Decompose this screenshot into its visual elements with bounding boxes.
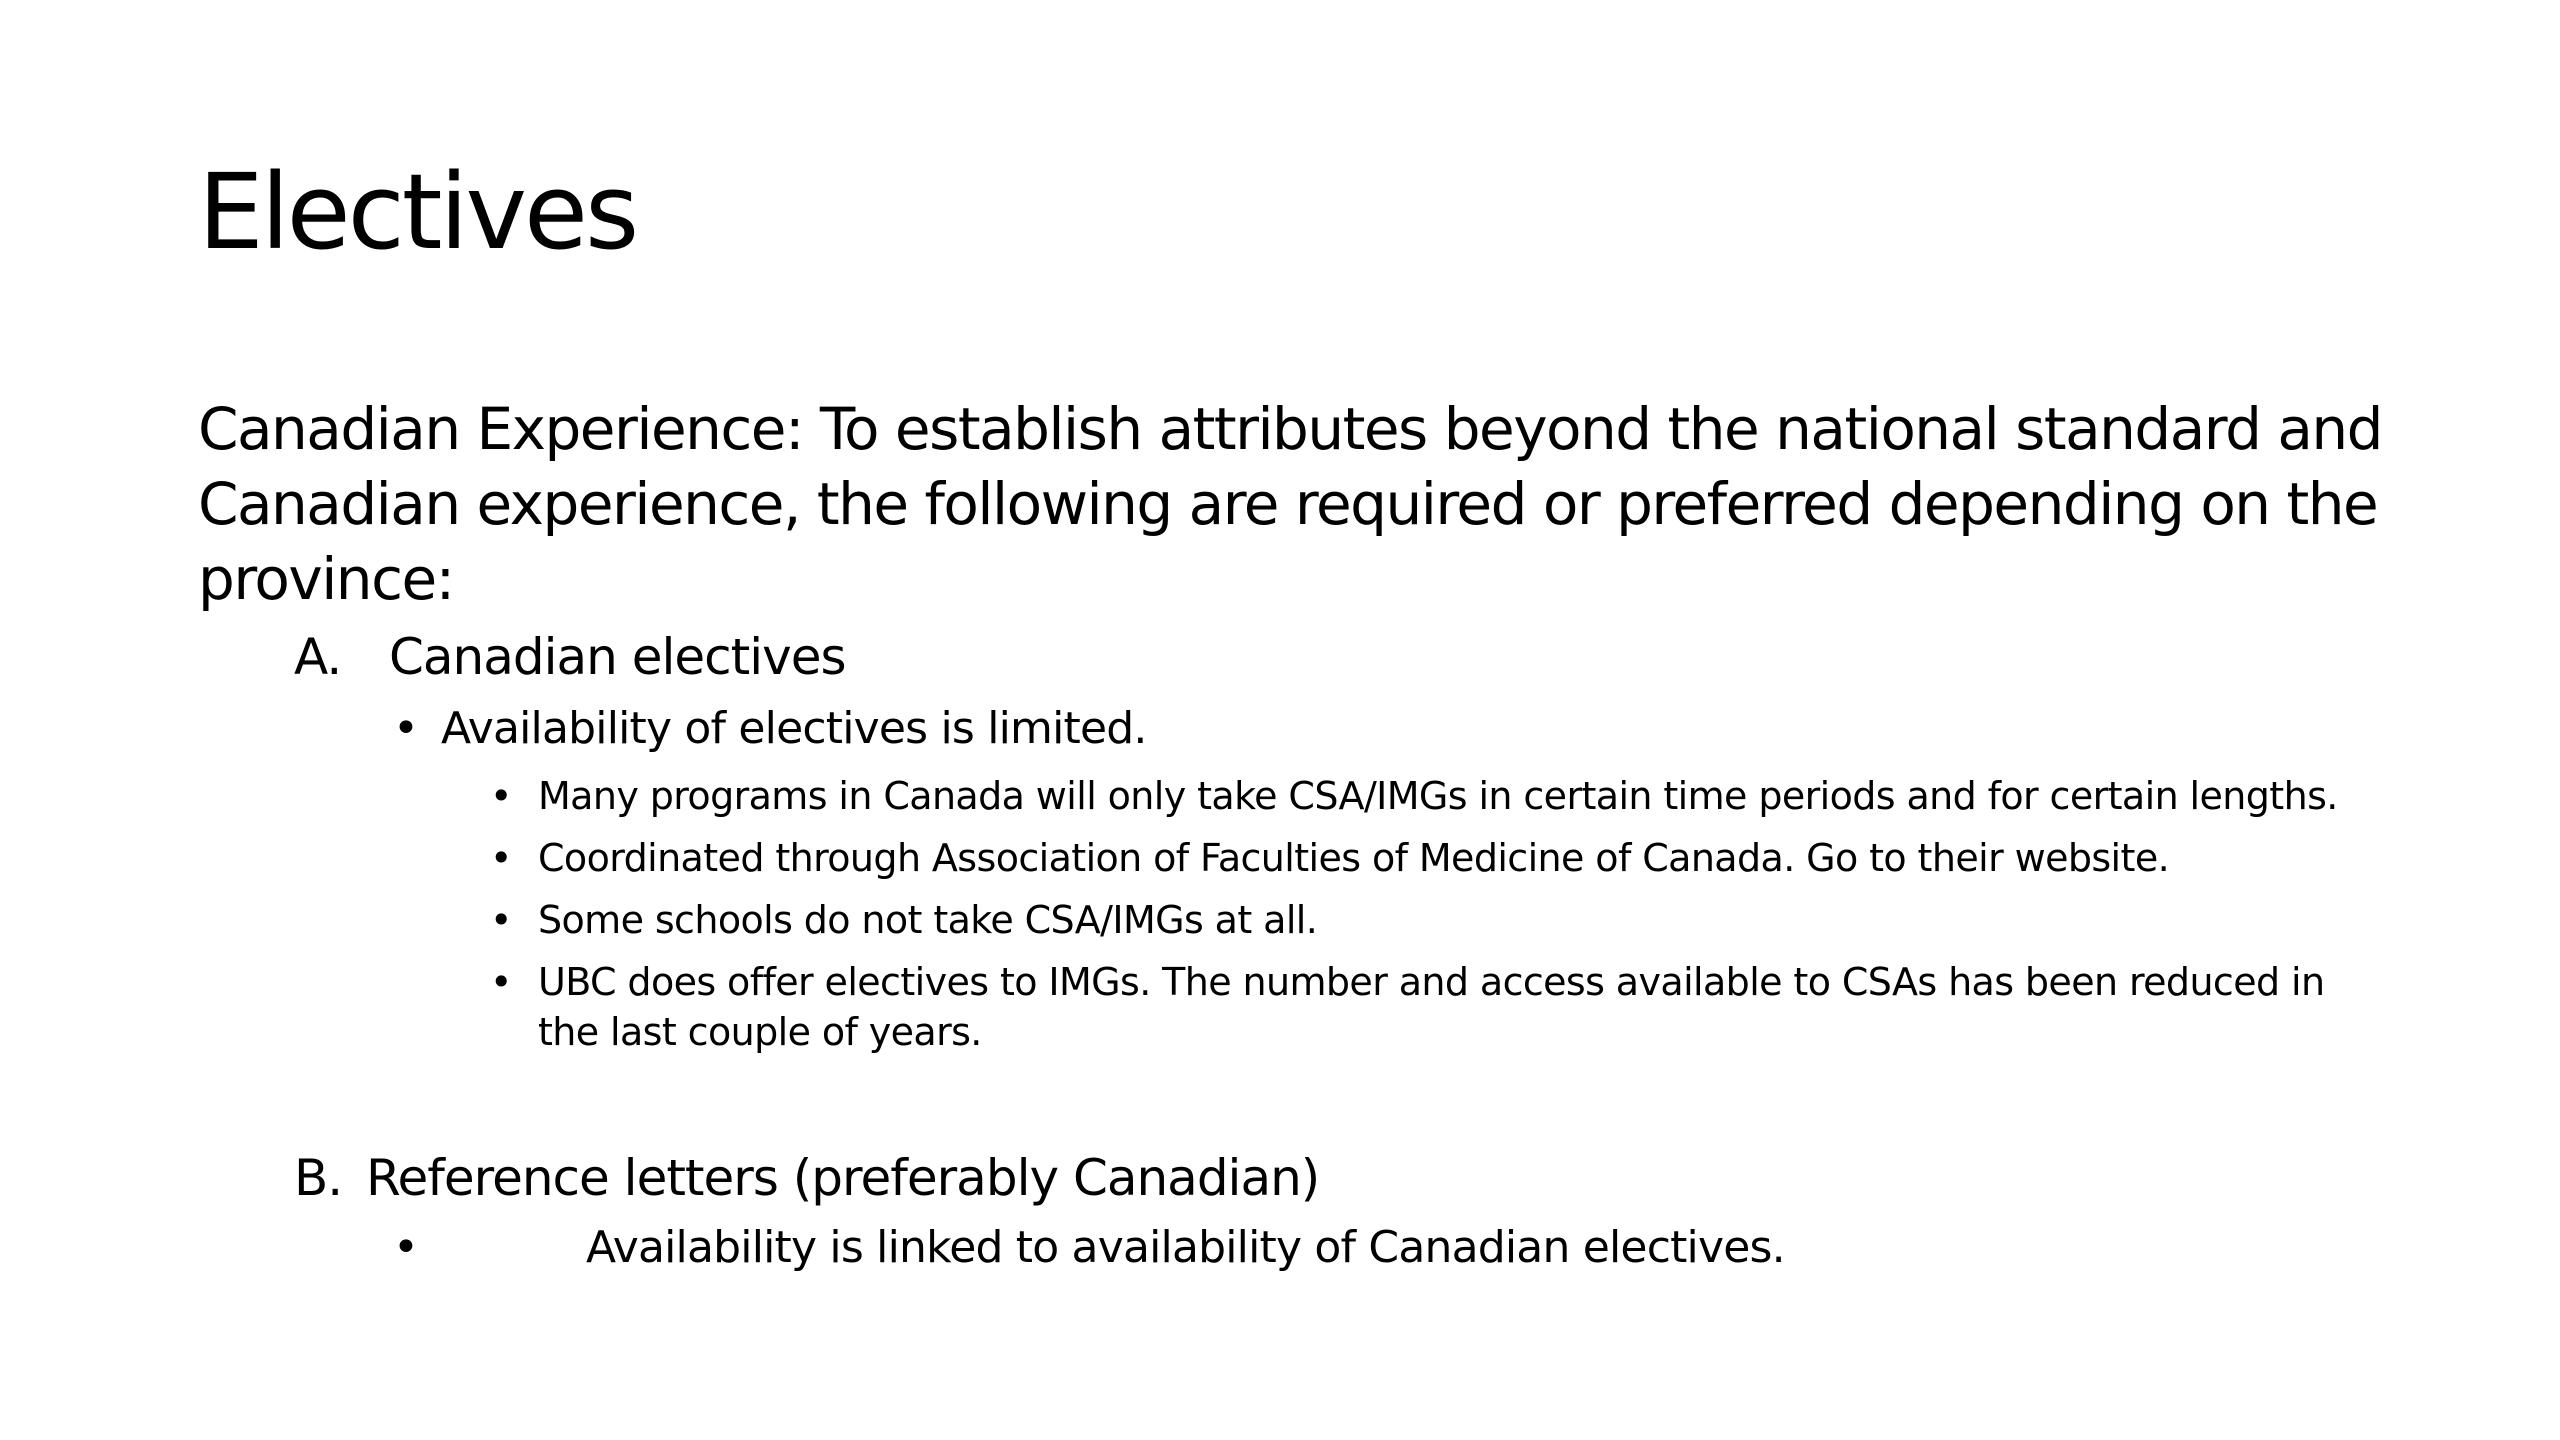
section-a-subitem [490, 895, 2398, 945]
slide-body [198, 392, 2398, 1278]
section-a-subitem [490, 771, 2398, 821]
section-b-marker: B. [294, 1149, 343, 1207]
slide-title: Electives [198, 151, 637, 273]
section-a-item-text: Availability of electives is limited. [441, 703, 1147, 754]
section-b-heading [294, 1144, 2398, 1212]
bullet-icon: • [490, 774, 512, 818]
bullet-icon: • [393, 703, 419, 754]
bullet-icon: • [490, 960, 512, 1004]
section-b-label: Reference letters (preferably Canadian) [366, 1149, 1320, 1207]
section-a-subitem-text: Many programs in Canada will only take CSA/IMGs in certain time periods and for certain lengths. [538, 774, 2338, 818]
section-a-heading [294, 623, 2398, 691]
bullet-icon: • [490, 836, 512, 880]
section-a-subitem [490, 833, 2398, 883]
section-a-subitem-text: Coordinated through Association of Faculties of Medicine of Canada. Go to their website. [538, 836, 2170, 880]
section-b-item-text: Availability is linked to availability of Canadian electives. [586, 1222, 1785, 1273]
section-a-marker: A. [294, 628, 342, 686]
bullet-icon: • [393, 1222, 419, 1273]
section-a-subitem [490, 957, 2398, 1057]
section-a-subitem-text: Some schools do not take CSA/IMGs at all. [538, 898, 1318, 942]
bullet-icon: • [490, 898, 512, 942]
section-a-item [393, 699, 2398, 759]
section-a-label: Canadian electives [389, 628, 846, 686]
section-a-subitem-text: UBC does offer electives to IMGs. The number and access available to CSAs has been reduced in the last couple of years. [538, 960, 2325, 1054]
section-b-item [393, 1218, 2398, 1278]
intro-paragraph: Canadian Experience: To establish attributes beyond the national standard and Canadian experience, the following are required or preferred depending on the province: [198, 395, 2382, 613]
